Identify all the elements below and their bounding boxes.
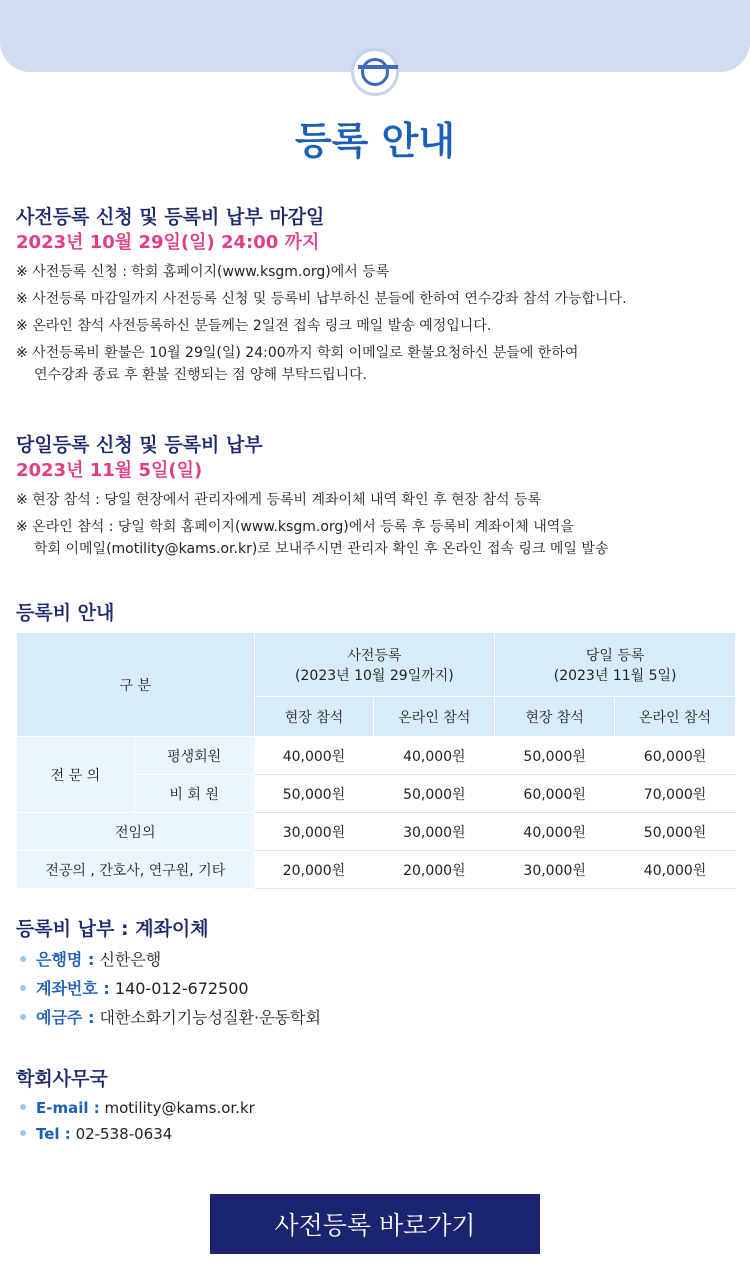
- row-label: 평생회원: [134, 737, 254, 775]
- bank-value: 신한은행: [99, 950, 162, 969]
- table-row: [17, 851, 736, 889]
- refund-note-line2: 연수강좌 종료 후 환불 진행되는 점 양해 부탁드립니다.: [34, 367, 368, 383]
- bank-key: 은행명 :: [36, 950, 95, 969]
- fee-cell: 30,000원: [495, 851, 615, 889]
- fee-cell: 40,000원: [254, 737, 374, 775]
- fee-table-title: 등록비 안내: [16, 602, 115, 624]
- payment-section: [16, 916, 736, 1030]
- onsite-note-2-line1: ※ 온라인 참석 : 당일 학회 홈페이지(www.ksgm.org)에서 등록 후 등록비 계좌이체 내역을: [16, 519, 574, 535]
- fee-cell: 20,000원: [374, 851, 495, 889]
- bullet-icon: [20, 956, 26, 962]
- email-value[interactable]: motility@kams.or.kr: [104, 1099, 255, 1117]
- office-list: [16, 1096, 736, 1146]
- fee-cell: 60,000원: [495, 775, 615, 813]
- onsite-header: [495, 633, 736, 697]
- bullet-icon: [20, 985, 26, 991]
- bullet-icon: [20, 1130, 26, 1136]
- email-key: E-mail :: [36, 1099, 100, 1117]
- tel-key: Tel :: [36, 1125, 71, 1143]
- fee-cell: 50,000원: [254, 775, 374, 813]
- onsite-registration-section: [16, 432, 736, 560]
- account-key: 계좌번호 :: [36, 979, 110, 998]
- table-row: [17, 737, 736, 775]
- tel-value: 02-538-0634: [75, 1125, 173, 1143]
- holder-key: 예금주 :: [36, 1008, 95, 1027]
- payment-title: 등록비 납부 : 계좌이체: [16, 918, 209, 940]
- fee-cell: 30,000원: [254, 813, 374, 851]
- onsite-registration-date: 2023년 11월 5일(일): [16, 460, 203, 481]
- fee-cell: 40,000원: [615, 851, 736, 889]
- refund-note: [16, 342, 736, 386]
- row-label: 전공의 , 간호사, 연구원, 기타: [17, 851, 255, 889]
- list-item: [16, 977, 736, 1001]
- row-label: 전임의: [17, 813, 255, 851]
- fee-table: [16, 632, 736, 889]
- bullet-icon: [20, 1104, 26, 1110]
- pre-header-sub: (2023년 10월 29일까지): [295, 667, 454, 684]
- subheader-onsite-online: 온라인 참석: [615, 697, 736, 737]
- pre-header: [254, 633, 495, 697]
- pre-note-3: ※ 온라인 참석 사전등록하신 분들께는 2일전 접속 링크 메일 발송 예정입니다.: [16, 318, 492, 334]
- pre-note-2: ※ 사전등록 마감일까지 사전등록 신청 및 등록비 납부하신 분들에 한하여 연수강좌 참석 가능합니다.: [16, 291, 627, 307]
- office-section: [16, 1066, 736, 1146]
- fee-cell: 40,000원: [374, 737, 495, 775]
- payment-list: [16, 948, 736, 1030]
- subheader-onsite-onsite: 현장 참석: [495, 697, 615, 737]
- pre-note-1: ※ 사전등록 신청 : 학회 홈페이지(www.ksgm.org)에서 등록: [16, 264, 390, 280]
- onsite-note-1: ※ 현장 참석 : 당일 현장에서 관리자에게 등록비 계좌이체 내역 확인 후 현장 참석 등록: [16, 492, 542, 508]
- account-value: 140-012-672500: [114, 979, 249, 998]
- specialist-label: 전 문 의: [17, 737, 135, 813]
- subheader-pre-onsite: 현장 참석: [254, 697, 374, 737]
- fee-cell: 20,000원: [254, 851, 374, 889]
- pre-registration-section: [16, 204, 736, 386]
- onsite-registration-title: 당일등록 신청 및 등록비 납부: [16, 434, 263, 456]
- fee-section: [16, 600, 736, 626]
- fee-cell: 50,000원: [374, 775, 495, 813]
- table-row: [17, 813, 736, 851]
- pre-registration-button[interactable]: 사전등록 바로가기: [210, 1194, 540, 1254]
- emblem-icon: [351, 48, 399, 96]
- bullet-icon: [20, 1014, 26, 1020]
- fee-cell: 50,000원: [495, 737, 615, 775]
- onsite-header-label: 당일 등록: [585, 647, 645, 664]
- list-item: [16, 1122, 736, 1146]
- subheader-pre-online: 온라인 참석: [374, 697, 495, 737]
- page-title: 등록 안내: [294, 119, 456, 163]
- onsite-note-2-line2: 학회 이메일(motility@kams.or.kr)로 보내주시면 관리자 확인 후 온라인 접속 링크 메일 발송: [34, 541, 609, 557]
- list-item: [16, 948, 736, 972]
- fee-cell: 40,000원: [495, 813, 615, 851]
- pre-header-label: 사전등록: [347, 647, 402, 664]
- fee-cell: 60,000원: [615, 737, 736, 775]
- list-item: [16, 1096, 736, 1120]
- fee-cell: 30,000원: [374, 813, 495, 851]
- office-title: 학회사무국: [16, 1068, 108, 1090]
- list-item: [16, 1006, 736, 1030]
- holder-value: 대한소화기기능성질환·운동학회: [99, 1008, 321, 1027]
- row-label: 비 회 원: [134, 775, 254, 813]
- fee-cell: 70,000원: [615, 775, 736, 813]
- onsite-header-sub: (2023년 11월 5일): [553, 667, 677, 684]
- pre-registration-title: 사전등록 신청 및 등록비 납부 마감일: [16, 206, 325, 228]
- pre-registration-deadline: 2023년 10월 29일(일) 24:00 까지: [16, 232, 320, 253]
- onsite-note-2: [16, 516, 736, 560]
- category-header: 구 분: [17, 633, 255, 737]
- refund-note-line1: ※ 사전등록비 환불은 10월 29일(일) 24:00까지 학회 이메일로 환불요청하신 분들에 한하여: [16, 345, 579, 361]
- fee-cell: 50,000원: [615, 813, 736, 851]
